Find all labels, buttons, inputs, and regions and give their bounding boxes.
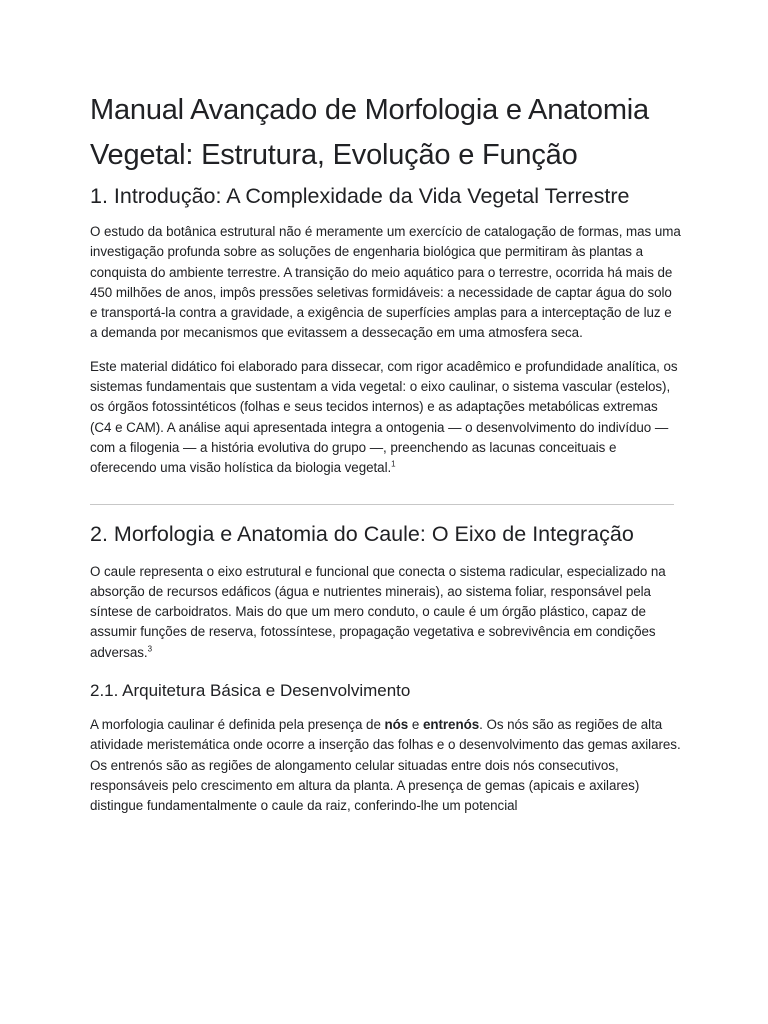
intro-paragraph-2 — [90, 357, 682, 479]
document-page — [90, 88, 682, 817]
footnote-marker[interactable]: 3 — [147, 644, 153, 654]
architecture-paragraph-start: A morfologia caulinar é definida pela presença de — [90, 717, 385, 733]
architecture-paragraph — [90, 715, 682, 816]
architecture-paragraph-and: e — [408, 717, 423, 733]
section-heading-stem: 2. Morfologia e Anatomia do Caule: O Eixo de Integração — [90, 521, 634, 546]
architecture-paragraph-rest: . Os nós são as regiões de alta atividade meristemática onde ocorre a inserção das folhas e o desenvolvimento das gemas axilares. Os entrenós são as regiões de alongamento celular situadas entre dois nós consecutivos, responsáveis pelo crescimento em altura da planta. A presença de gemas (apicais e axilares) distingue fundamentalmente o caule da raiz, conferindo-lhe um potencial — [90, 717, 681, 814]
intro-paragraph-2-text: Este material didático foi elaborado para dissecar, com rigor acadêmico e profundidade analítica, os sistemas fundamentais que sustentam a vida vegetal: o eixo caulinar, o sistema vascular (estelos), os órgãos fotossintéticos (folhas e seus tecidos internos) e as adaptações metabólicas extremas (C4 e CAM). A análise aqui apresentada integra a ontogenia — o desenvolvimento do indivíduo — com a filogenia — a história evolutiva do grupo —, preenchendo as lacunas conceituais e oferecendo uma visão holística da biologia vegetal. — [90, 358, 678, 476]
intro-paragraph-1: O estudo da botânica estrutural não é meramente um exercício de catalogação de formas, mas uma investigação profunda sobre as soluções de engenharia biológica que permitiram às plantas a conquista do ambiente terrestre. A transição do meio aquático para o terrestre, ocorrida há mais de 450 milhões de anos, impôs pressões seletivas formidáveis: a necessidade de captar água do solo e transportá-la contra a gravidade, a exigência de superfícies amplas para a interceptação de luz e a demanda por mecanismos que evitassem a dessecação em uma atmosfera seca. — [90, 224, 681, 341]
term-nos: nós — [384, 717, 409, 733]
subsection-heading-architecture: 2.1. Arquitetura Básica e Desenvolvimento — [90, 681, 411, 701]
section-divider — [90, 504, 674, 505]
document-title: Manual Avançado de Morfologia e Anatomia Vegetal: Estrutura, Evolução e Função — [90, 94, 649, 171]
stem-paragraph-1-text: O caule representa o eixo estrutural e funcional que conecta o sistema radicular, especializado na absorção de recursos edáficos (água e nutrientes minerais), ao sistema foliar, responsável pela síntese de carboidratos. Mais do que um mero conduto, o caule é um órgão plástico, capaz de assumir funções de reserva, fotossíntese, propagação vegetativa e sobrevivência em condições adversas. — [90, 563, 666, 660]
section-heading-introduction: 1. Introdução: A Complexidade da Vida Vegetal Terrestre — [90, 184, 630, 208]
stem-paragraph-1 — [90, 562, 682, 663]
term-entrenos: entrenós — [422, 717, 480, 733]
footnote-marker[interactable]: 1 — [391, 459, 396, 469]
